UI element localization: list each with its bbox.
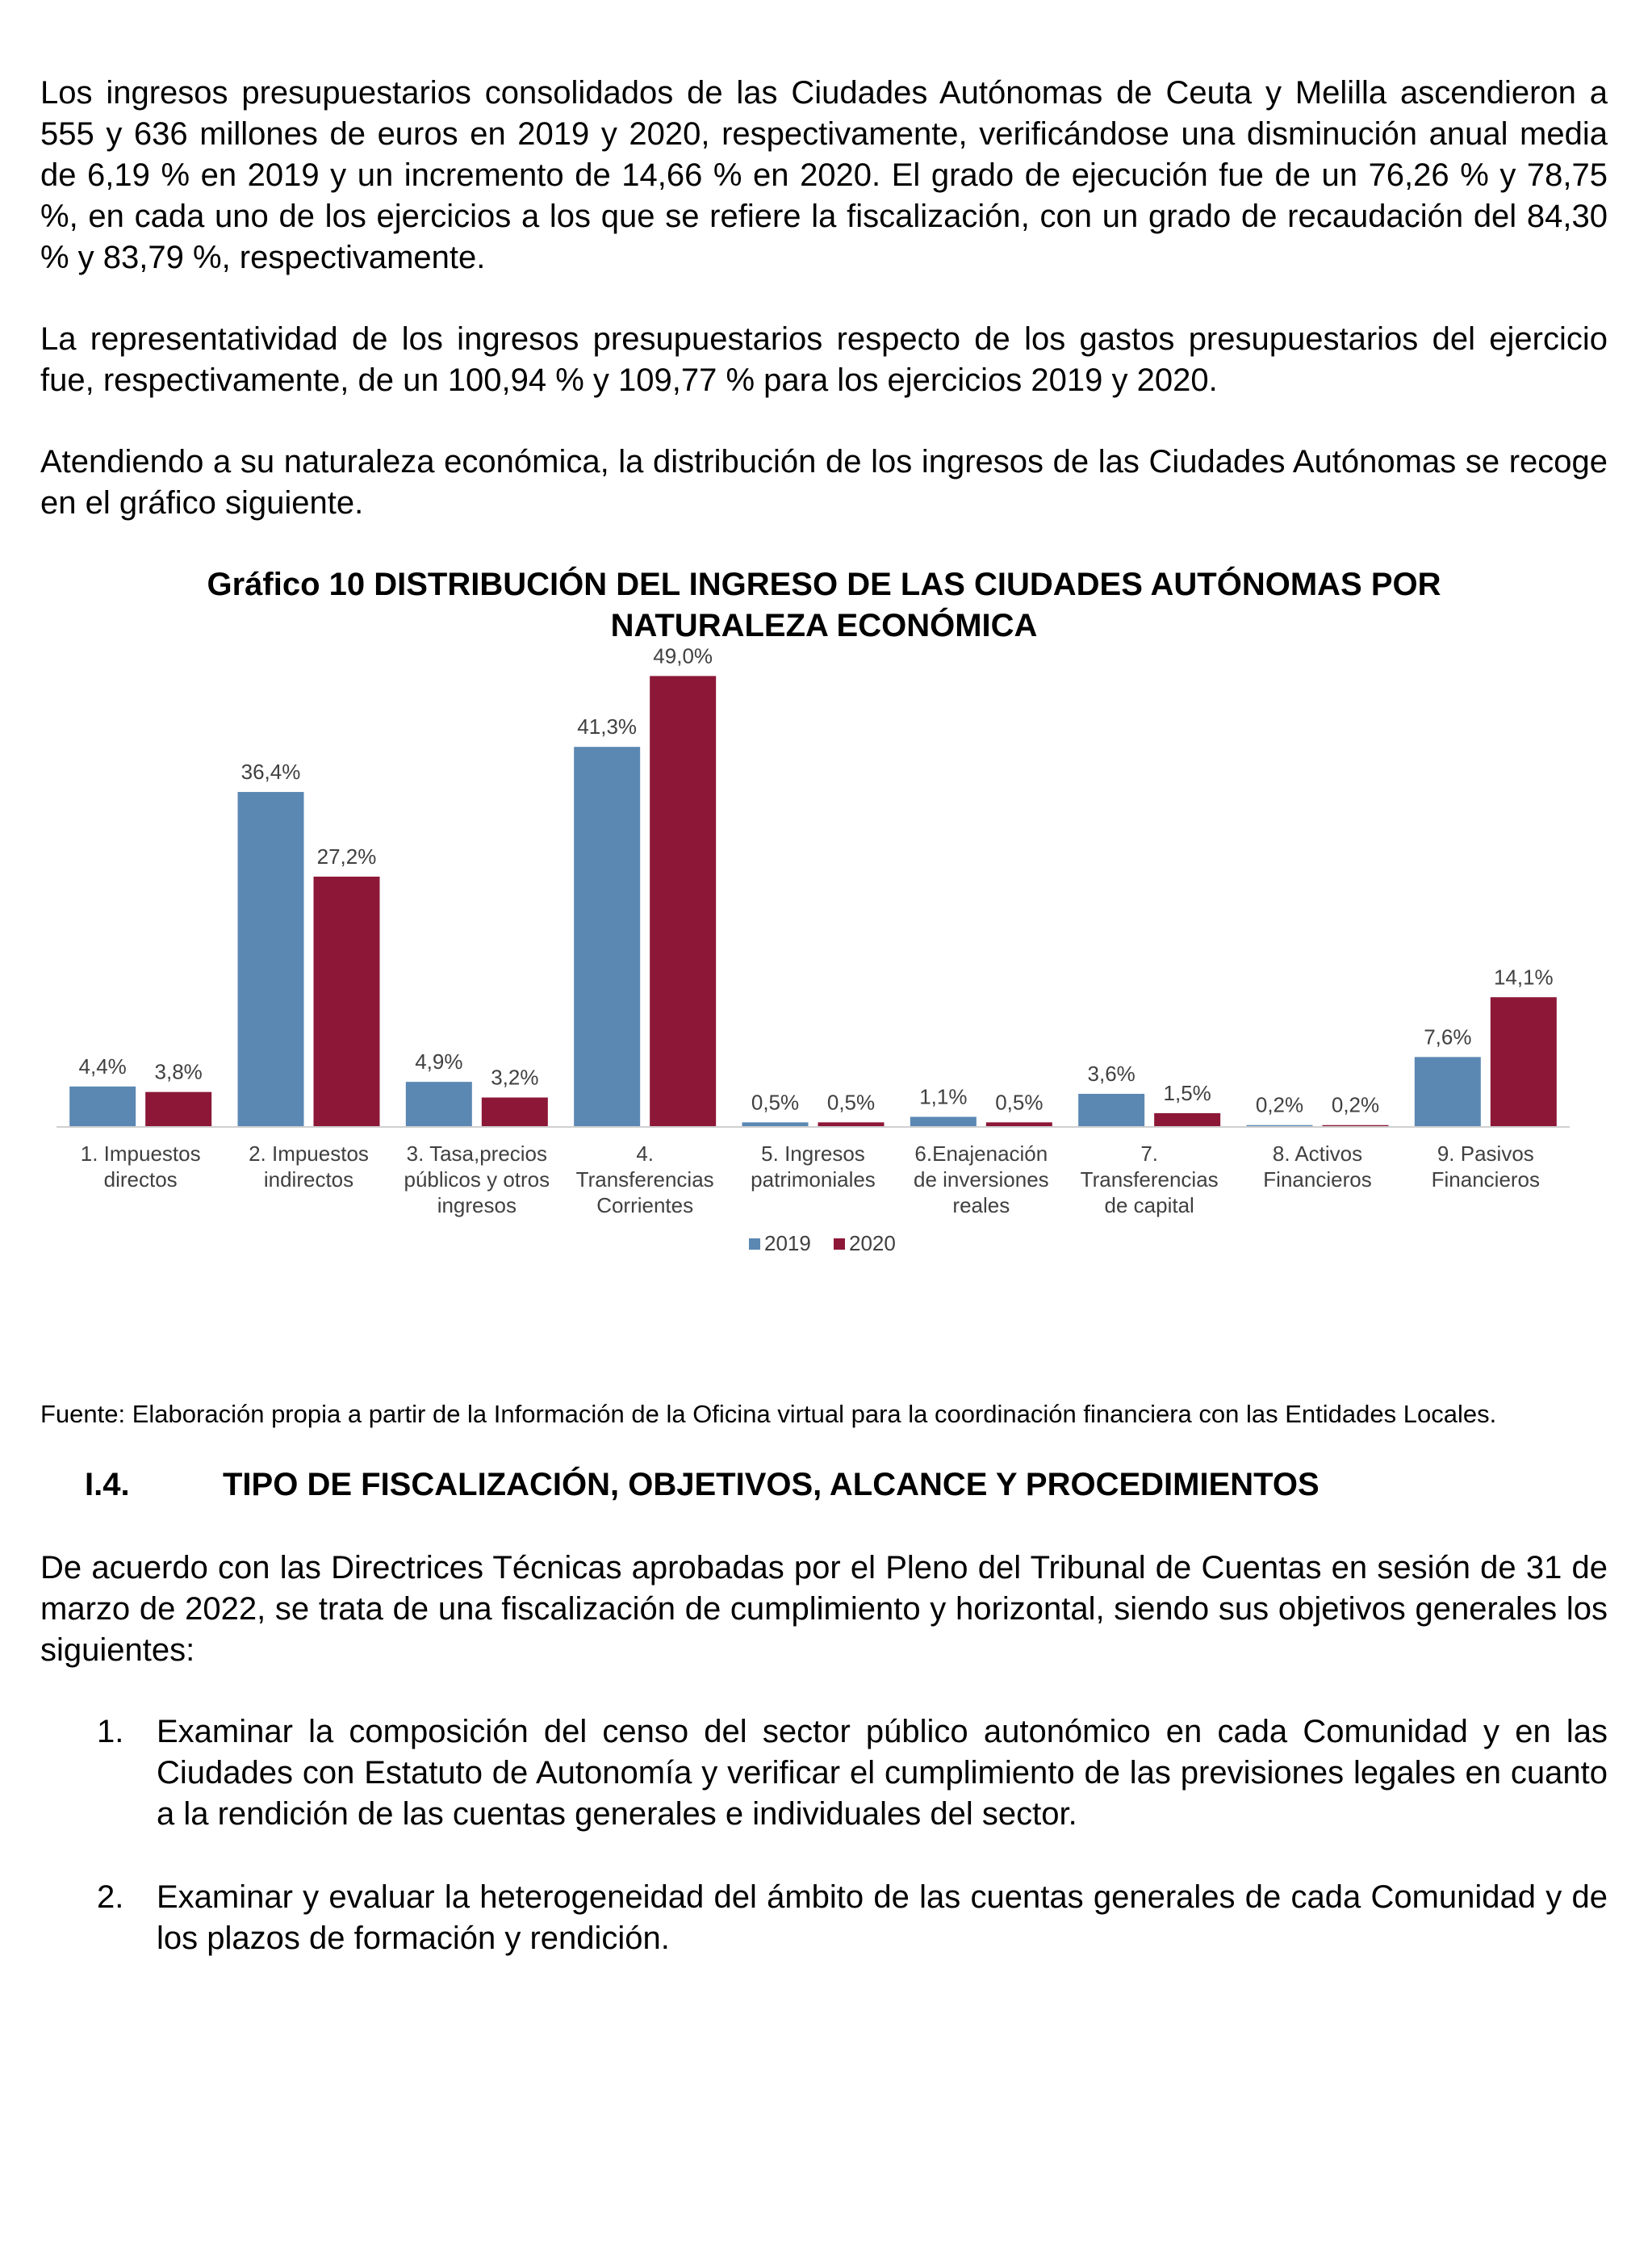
data-label-2020-2: 27,2% xyxy=(316,844,377,869)
data-label-2020-6: 0,5% xyxy=(995,1090,1043,1115)
category-label-6: 6.Enajenación xyxy=(914,1141,1048,1166)
data-label-2019-4: 41,3% xyxy=(577,714,638,739)
list-marker: 2. xyxy=(97,1879,124,1915)
category-label-9: 9. Pasivos xyxy=(1437,1141,1534,1166)
category-label-3: 3. Tasa,precios xyxy=(406,1141,548,1166)
document-page xyxy=(40,73,1608,2001)
category-label-2: indirectos xyxy=(263,1167,354,1192)
objectives-list xyxy=(40,1711,1608,1959)
category-label-3: públicos y otros xyxy=(404,1167,550,1192)
bar-2020-9 xyxy=(1491,997,1557,1127)
legend-swatch-2019 xyxy=(749,1238,760,1250)
list-item xyxy=(40,1711,1608,1835)
bar-2019-2 xyxy=(238,792,304,1127)
category-label-9: Financieros xyxy=(1431,1167,1541,1192)
bar-2020-3 xyxy=(482,1098,548,1127)
legend-label-2020: 2020 xyxy=(849,1231,896,1255)
section-number: I.4. xyxy=(85,1467,130,1502)
source-note: Fuente: Elaboración propia a partir de la Información de la Oficina virtual para la coordinación financiera con las Entidades Locales. xyxy=(40,1400,1497,1428)
chart-title xyxy=(40,564,1608,647)
bar-2020-4 xyxy=(650,676,716,1127)
category-label-5: patrimoniales xyxy=(751,1167,876,1192)
list-item-text: Examinar la composición del censo del sector público autonómico en cada Comunidad y en las Ciudades con Estatuto de Autonomía y verificar el cumplimiento de las previsiones legales en cuanto a la rendición de las cuentas generales e individuales del sector. xyxy=(157,1714,1608,1832)
legend-swatch-2020 xyxy=(834,1238,845,1250)
bar-2019-4 xyxy=(574,747,640,1127)
list-item xyxy=(40,1877,1608,1959)
category-label-7: 7. xyxy=(1140,1141,1159,1166)
data-label-2019-8: 0,2% xyxy=(1255,1092,1304,1117)
category-label-6: reales xyxy=(952,1193,1010,1217)
bar-2020-7 xyxy=(1154,1113,1220,1127)
section-title: TIPO DE FISCALIZACIÓN, OBJETIVOS, ALCANCE Y PROCEDIMIENTOS xyxy=(223,1467,1320,1502)
bar-2020-2 xyxy=(314,877,380,1127)
category-label-4: Transferencias xyxy=(575,1167,714,1192)
data-label-2019-5: 0,5% xyxy=(751,1090,800,1115)
data-label-2019-9: 7,6% xyxy=(1424,1024,1472,1049)
bar-2019-9 xyxy=(1415,1057,1481,1127)
bar-chart xyxy=(40,647,1608,1397)
section-heading xyxy=(40,1464,1608,1506)
chart-container xyxy=(40,647,1608,1397)
list-marker: 1. xyxy=(97,1714,124,1749)
category-label-1: 1. Impuestos xyxy=(80,1141,201,1166)
data-label-2020-5: 0,5% xyxy=(826,1090,876,1115)
paragraph-ingresos: Los ingresos presupuestarios consolidados de las Ciudades Autónomas de Ceuta y Melilla ascendieron a 555 y 636 millones de euros en 2019 y 2020, respectivamente, verificándose una disminución anual media de 6,19 % en 2019 y un incremento de 14,66 % en 2020. El grado de ejecución fue de un 76,26 % y 78,75 %, en cada uno de los ejercicios a los que se refiere la fiscalización, con un grado de recaudación del 84,30 % y 83,79 %, respectivamente. xyxy=(40,75,1608,275)
data-label-2020-7: 1,5% xyxy=(1163,1080,1211,1105)
bar-2019-3 xyxy=(406,1082,472,1127)
data-label-2020-4: 49,0% xyxy=(653,647,713,668)
data-label-2019-2: 36,4% xyxy=(240,760,301,785)
category-label-7: de capital xyxy=(1104,1193,1194,1217)
category-label-1: directos xyxy=(103,1167,178,1192)
data-label-2019-6: 1,1% xyxy=(919,1084,968,1109)
category-label-8: Financieros xyxy=(1263,1167,1372,1192)
data-label-2019-3: 4,9% xyxy=(415,1049,463,1074)
data-label-2019-1: 4,4% xyxy=(78,1053,127,1079)
data-label-2019-7: 3,6% xyxy=(1087,1061,1135,1086)
bar-2019-7 xyxy=(1078,1094,1144,1127)
paragraph-representatividad: La representatividad de los ingresos presupuestarios respecto de los gastos presupuestarios del ejercicio fue, respectivamente, de un 100,94 % y 109,77 % para los ejercicios 2019 y 2020. xyxy=(40,321,1608,398)
paragraph-directrices: De acuerdo con las Directrices Técnicas aprobadas por el Pleno del Tribunal de Cuentas en sesión de 31 de marzo de 2022, se trata de una fiscalización de cumplimiento y horizontal, siendo sus objetivos generales los siguientes: xyxy=(40,1550,1608,1668)
category-label-3: ingresos xyxy=(437,1193,517,1217)
category-label-2: 2. Impuestos xyxy=(249,1141,369,1166)
category-label-4: Corrientes xyxy=(596,1193,694,1217)
category-label-4: 4. xyxy=(636,1141,655,1166)
legend-label-2019: 2019 xyxy=(764,1231,811,1255)
data-label-2020-9: 14,1% xyxy=(1493,965,1554,990)
data-label-2020-1: 3,8% xyxy=(154,1059,203,1084)
data-label-2020-8: 0,2% xyxy=(1331,1092,1380,1117)
category-label-7: Transferencias xyxy=(1080,1167,1219,1192)
bar-2019-1 xyxy=(69,1087,136,1127)
bar-2020-1 xyxy=(145,1092,211,1127)
category-label-8: 8. Activos xyxy=(1272,1141,1363,1166)
data-label-2020-3: 3,2% xyxy=(491,1065,539,1090)
list-item-text: Examinar y evaluar la heterogeneidad del ámbito de las cuentas generales de cada Comunidad y de los plazos de formación y rendición. xyxy=(157,1879,1608,1956)
category-label-5: 5. Ingresos xyxy=(761,1141,865,1166)
chart-title-line-1: Gráfico 10 DISTRIBUCIÓN DEL INGRESO DE LAS CIUDADES AUTÓNOMAS POR xyxy=(207,567,1441,602)
chart-title-line-2: NATURALEZA ECONÓMICA xyxy=(610,608,1038,643)
category-label-6: de inversiones xyxy=(914,1167,1049,1192)
paragraph-naturaleza: Atendiendo a su naturaleza económica, la distribución de los ingresos de las Ciudades Autónomas se recoge en el gráfico siguiente. xyxy=(40,444,1608,521)
bar-2019-6 xyxy=(910,1116,977,1127)
